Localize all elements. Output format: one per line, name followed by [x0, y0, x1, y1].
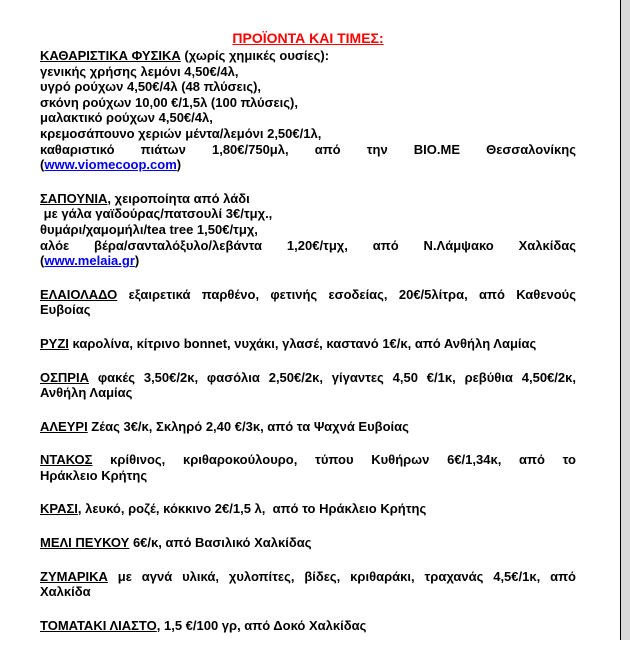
flour-heading: ΑΛΕΥΡΙ [40, 418, 88, 434]
section-legumes [40, 370, 576, 401]
cleaners-item: γενικής χρήσης λεμόνι 4,50€/4λ, [40, 63, 239, 79]
soaps-link-open: ( [40, 253, 45, 269]
tomato-rest: , 1,5 €/100 γρ, από Δοκό Χαλκίδας [156, 617, 367, 633]
document-content [40, 30, 576, 651]
cleaners-link-close: ) [176, 157, 182, 173]
soaps-line1-rest: , χειροποίητα από λάδι [107, 190, 250, 206]
oil-heading: ΕΛΑΙΟΛΑΔΟ [40, 286, 118, 302]
cleaners-item: κρεμοσάπουνο χεριών μέντα/λεμόνι 2,50€/1λ, [40, 125, 322, 141]
flour-line [40, 419, 576, 435]
soaps-item: αλόε βέρα/σανταλόξυλο/λεβάντα 1,20€/τμχ, από Ν.Λάμψακο Χαλκίδας [40, 237, 576, 253]
oil-line-2: Ευβοίας [40, 302, 91, 318]
section-oil [40, 287, 576, 318]
ntakos-heading: ΝΤΑΚΟΣ [40, 452, 93, 468]
pasta-line-2: Χαλκίδα [40, 584, 91, 600]
oil-line-1 [40, 287, 576, 303]
ntakos-line-1 [40, 452, 576, 468]
section-pasta [40, 569, 576, 600]
soaps-link-close: ) [134, 253, 140, 269]
tomato-heading: ΤΟΜΑΤΑΚΙ ΛΙΑΣΤΟ [40, 617, 157, 633]
ntakos-line-2: Ηράκλειο Κρήτης [40, 467, 148, 483]
flour-rest: Ζέας 3€/κ, Σκληρό 2,40 €/3κ, από τα Ψαχνά Ευβοίας [87, 418, 409, 434]
section-flour [40, 419, 576, 435]
cleaners-item: υγρό ρούχων 4,50€/4λ (48 πλύσεις), [40, 79, 262, 95]
ntakos-line1-rest: κρίθινος, κριθαροκούλουρο, τύπου Κυθήρων 6€/1,34κ, από το [92, 452, 576, 468]
section-tomato [40, 618, 576, 634]
honey-line [40, 535, 576, 551]
section-rice [40, 336, 576, 352]
soaps-item: θυμάρι/χαμομήλι/tea tree 1,50€/τμχ, [40, 221, 258, 237]
page-title: ΠΡΟΪΟΝΤΑ ΚΑΙ ΤΙΜΕΣ: [232, 30, 384, 46]
pasta-line-1 [40, 569, 576, 585]
cleaners-item: καθαριστικό πιάτων 1,80€/750μλ, από την ΒΙΟ.ΜΕ Θεσσαλονίκης [40, 141, 576, 157]
rice-line [40, 336, 576, 352]
section-ntakos [40, 452, 576, 483]
wine-line [40, 501, 576, 517]
pasta-line1-rest: με αγνά υλικά, χυλοπίτες, βίδες, κριθαράκι, τραχανάς 4,5€/1κ, από [107, 568, 576, 584]
rice-heading: ΡΥΖΙ [40, 335, 69, 351]
tomato-line [40, 618, 576, 634]
pasta-heading: ΖΥΜΑΡΙΚΑ [40, 568, 108, 584]
soaps-link-line [40, 253, 576, 269]
section-cleaners [40, 48, 576, 173]
cleaners-link-open: ( [40, 157, 45, 173]
soaps-heading: ΣΑΠΟΥΝΙΑ [40, 190, 108, 206]
page-right-shadow [621, 0, 630, 640]
cleaners-heading-line [40, 48, 576, 64]
legumes-line-2: Ανθήλη Λαμίας [40, 385, 133, 401]
cleaners-item: σκόνη ρούχων 10,00 €/1,5λ (100 πλύσεις), [40, 94, 298, 110]
cleaners-heading-note: (χωρίς χημικές ουσίες): [180, 48, 330, 63]
legumes-heading: ΟΣΠΡΙΑ [40, 369, 89, 385]
melaia-link[interactable]: www.melaia.gr [44, 253, 135, 269]
legumes-line-1 [40, 370, 576, 386]
honey-rest: 6€/κ, από Βασιλικό Χαλκίδας [129, 535, 312, 551]
section-honey [40, 535, 576, 551]
soaps-item: με γάλα γαϊδούρας/πατσουλί 3€/τμχ., [40, 206, 273, 222]
wine-heading: ΚΡΑΣΙ [40, 501, 78, 517]
viomecoop-link[interactable]: www.viomecoop.com [44, 157, 177, 173]
legumes-line1-rest: φακές 3,50€/2κ, φασόλια 2,50€/2κ, γίγαντες 4,50 €/1κ, ρεβύθια 4,50€/2κ, [88, 369, 576, 385]
section-soaps [40, 191, 576, 269]
soaps-heading-line [40, 191, 576, 207]
section-wine [40, 501, 576, 517]
cleaners-link-line [40, 157, 576, 173]
oil-line1-rest: εξαιρετικά παρθένο, φετινής εσοδείας, 20€/5λίτρα, από Καθενούς [117, 286, 576, 302]
cleaners-heading: ΚΑΘΑΡΙΣΤΙΚΑ ΦΥΣΙΚΑ [40, 48, 181, 63]
honey-heading: ΜΕΛΙ ΠΕΥΚΟΥ [40, 535, 130, 551]
wine-rest: , λευκό, ροζέ, κόκκινο 2€/1,5 λ, από το Ηράκλειο Κρήτης [77, 501, 427, 517]
cleaners-item: μαλακτικό ρούχων 4,50€/4λ, [40, 110, 213, 126]
rice-rest: καρολίνα, κίτρινο bonnet, νυχάκι, γλασέ, καστανό 1€/κ, από Ανθήλη Λαμίας [68, 335, 537, 351]
